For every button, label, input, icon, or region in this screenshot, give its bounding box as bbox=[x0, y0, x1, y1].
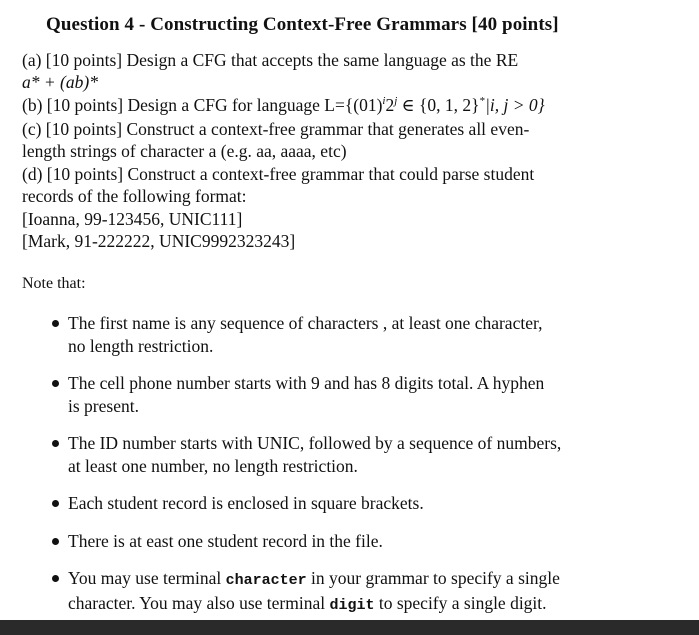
bullet-id-number bbox=[68, 432, 638, 478]
bullet-dot bbox=[52, 538, 59, 545]
example-record-2: [Mark, 91-222222, UNIC9992323243] bbox=[22, 231, 296, 251]
part-d-line2: records of the following format: bbox=[22, 186, 247, 206]
part-c-line1: (c) [10 points] Construct a context-free grammar that generates all even- bbox=[22, 119, 530, 139]
example-record-1: [Ioanna, 99-123456, UNIC111] bbox=[22, 209, 243, 229]
bullet-text-segment: character. You may also use terminal bbox=[68, 593, 330, 613]
bullet-dot bbox=[52, 575, 59, 582]
part-b-prefix: (b) [10 points] Design a CFG for language L={(01) bbox=[22, 95, 383, 115]
bullet-line: The ID number starts with UNIC, followed by a sequence of numbers, bbox=[68, 433, 562, 453]
bullet-line: The first name is any sequence of characters , at least one character, bbox=[68, 313, 543, 333]
part-b-line bbox=[22, 94, 545, 116]
bullet-text-segment: You may use terminal bbox=[68, 568, 226, 588]
bullet-line: no length restriction. bbox=[68, 336, 214, 356]
bullet-phone-number bbox=[68, 372, 638, 418]
bullet-line: The cell phone number starts with 9 and has 8 digits total. A hyphen bbox=[68, 373, 545, 393]
part-b-sup-j: j bbox=[394, 95, 398, 107]
bullet-dot bbox=[52, 500, 59, 507]
bullet-text-segment: in your grammar to specify a single bbox=[306, 568, 560, 588]
bullet-dot bbox=[52, 380, 59, 387]
bullet-text-segment: to specify a single digit. bbox=[374, 593, 547, 613]
part-a-expression: a* + (ab)* bbox=[22, 72, 98, 92]
bullet-at-least-one-record bbox=[68, 530, 638, 553]
bullet-line: at least one number, no length restriction. bbox=[68, 456, 358, 476]
bullet-line bbox=[68, 592, 638, 617]
part-d-line1: (d) [10 points] Construct a context-free grammar that could parse student bbox=[22, 164, 535, 184]
bullet-brackets bbox=[68, 492, 638, 515]
part-b-sup-i: i bbox=[382, 95, 386, 107]
part-b-two: 2 bbox=[385, 95, 395, 115]
bullet-dot bbox=[52, 440, 59, 447]
part-a-line1: (a) [10 points] Design a CFG that accepts the same language as the RE bbox=[22, 50, 519, 70]
bullet-line: is present. bbox=[68, 396, 139, 416]
bullet-first-name bbox=[68, 312, 638, 358]
part-b-suffix: ∈ {0, 1, 2} bbox=[397, 95, 480, 115]
part-c-line2: length strings of character a (e.g. aa, aaaa, etc) bbox=[22, 141, 347, 161]
part-b-sup-star: * bbox=[479, 95, 486, 107]
bullet-line: There is at east one student record in the file. bbox=[68, 531, 383, 551]
question-title: Question 4 - Constructing Context-Free Grammars [40 points] bbox=[46, 14, 559, 35]
terminal-digit-code: digit bbox=[329, 597, 375, 614]
part-b-condition: |i, j > 0} bbox=[485, 95, 545, 115]
terminal-character-code: character bbox=[225, 572, 307, 589]
bullet-terminals bbox=[68, 567, 638, 617]
bottom-bar bbox=[0, 620, 699, 635]
bullet-line bbox=[68, 567, 638, 592]
bullet-line: Each student record is enclosed in square brackets. bbox=[68, 493, 424, 513]
note-label: Note that: bbox=[22, 275, 86, 292]
bullet-dot bbox=[52, 320, 59, 327]
